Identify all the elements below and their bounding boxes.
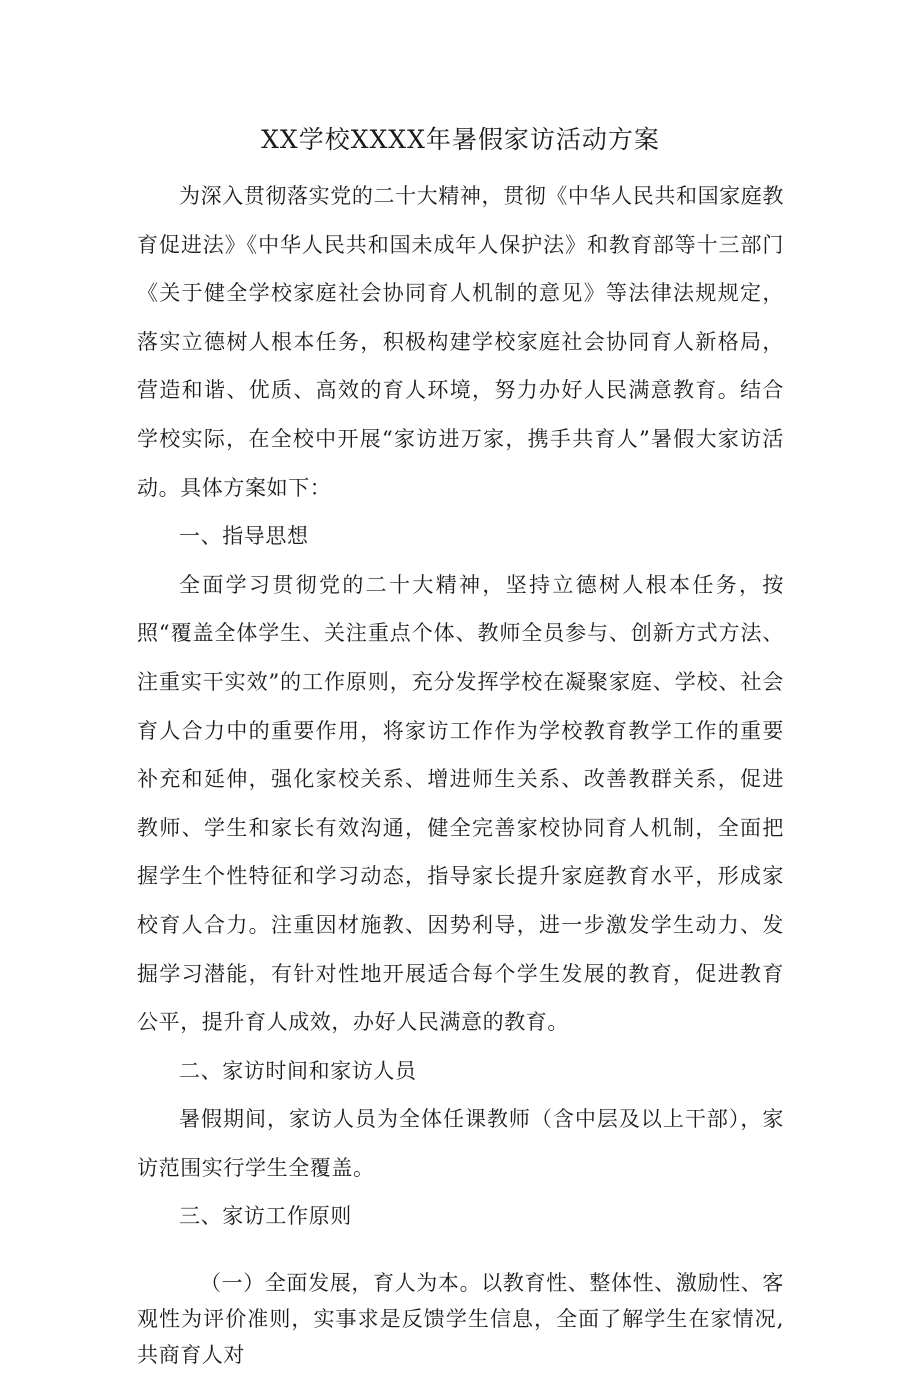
section-body-guiding-ideology: 全面学习贯彻党的二十大精神，坚持立德树人根本任务，按照“覆盖全体学生、关注重点个体、教师全员参与、创新方式方法、注重实干实效”的工作原则，充分发挥学校在凝聚家庭、学校、社会育人合力中的重要作用，将家访工作作为学校教育教学工作的重要补充和延伸，强化家校关系、增进师生关系、改善教群关系，促进教师、学生和家长有效沟通，健全完善家校协同育人机制，全面把握学生个性特征和学习动态，指导家长提升家庭教育水平，形成家校育人合力。注重因材施教、因势利导，进一步激发学生动力、发掘学习潜能，有针对性地开展适合每个学生发展的教育，促进教育公平，提升育人成效，办好人民满意的教育。	[137, 572, 784, 1035]
section-heading-time-and-staff: 二、家访时间和家访人员	[179, 1058, 417, 1083]
section-body-work-principles: （一）全面发展，育人为本。以教育性、整体性、激励性、客观性为评价准则，实事求是反馈学生信息，全面了解学生在家情况,共商育人对	[137, 1271, 784, 1368]
section-heading-work-principles: 三、家访工作原则	[179, 1204, 352, 1229]
section-body-time-and-staff: 暑假期间，家访人员为全体任课教师（含中层及以上干部），家访范围实行学生全覆盖。	[137, 1107, 784, 1180]
section-heading-guiding-ideology: 一、指导思想	[179, 524, 309, 549]
intro-paragraph: 为深入贯彻落实党的二十大精神，贯彻《中华人民共和国家庭教育促进法》《中华人民共和国未成年人保护法》和教育部等十三部门《关于健全学校家庭社会协同育人机制的意见》等法律法规规定，落实立德树人根本任务，积极构建学校家庭社会协同育人新格局，营造和谐、优质、高效的育人环境，努力办好人民满意教育。结合学校实际，在全校中开展“家访进万家，携手共育人”暑假大家访活动。具体方案如下：	[137, 184, 784, 500]
spacer	[137, 1241, 784, 1265]
document-title: XX学校XXXX年暑假家访活动方案	[261, 125, 660, 154]
